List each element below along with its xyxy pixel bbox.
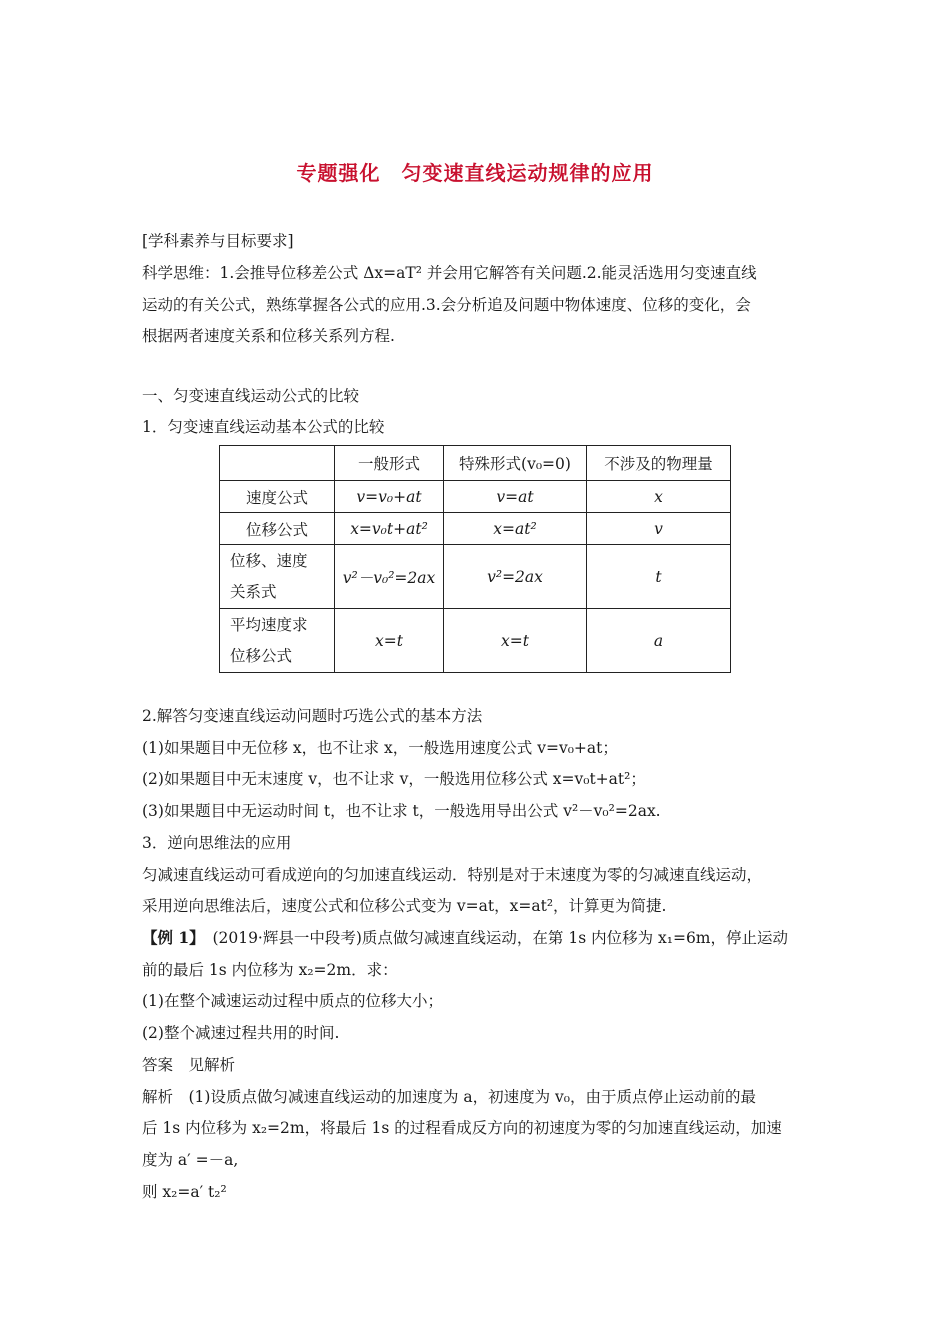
table-cell-special: v=at — [444, 481, 587, 513]
table-row-name: 速度公式 — [220, 481, 335, 513]
page-title: 专题强化 匀变速直线运动规律的应用 — [296, 161, 654, 185]
reverse-line-1: 匀减速直线运动可看成逆向的匀加速直线运动．特别是对于末速度为零的匀减速直线运动， — [142, 866, 763, 884]
analysis-line-2: 后 1s 内位移为 x₂=2m，将最后 1s 的过程看成反方向的初速度为零的匀加速直线运动，加速 — [142, 1119, 782, 1137]
objectives-line-3: 根据两者速度关系和位移关系列方程. — [142, 327, 395, 345]
table-row — [220, 481, 731, 513]
objectives-heading: [学科素养与目标要求] — [142, 232, 294, 250]
table-row-name-line-2: 关系式 — [230, 582, 277, 601]
method-item-2: (2)如果题目中无末速度 v，也不让求 v，一般选用位移公式 x=v₀t+at²； — [142, 770, 646, 788]
method-item-3: (3)如果题目中无运动时间 t，也不让求 t，一般选用导出公式 v²－v₀²=2ax. — [142, 802, 661, 820]
table-row-name — [220, 545, 335, 609]
table-cell-special: v²=2ax — [444, 545, 587, 609]
table-cell-general: x=v₀t+at² — [335, 513, 444, 545]
table-row — [220, 513, 731, 545]
example-answer: 答案 见解析 — [142, 1056, 236, 1074]
example-tag: 【例 1】 — [142, 928, 197, 947]
table-row-name-line-1: 位移、速度 — [230, 551, 308, 570]
table-header-cell — [220, 446, 335, 481]
table-cell-missing: x — [587, 481, 731, 513]
example-text: (2019·辉县一中段考)质点做匀减速直线运动，在第 1s 内位移为 x₁=6m，停止运动 — [196, 929, 789, 947]
example-question-1: (1)在整个减速运动过程中质点的位移大小； — [142, 992, 443, 1010]
table-cell-missing: a — [587, 609, 731, 673]
reverse-line-2: 采用逆向思维法后，速度公式和位移公式变为 v=at，x=at²，计算更为简捷. — [142, 897, 667, 915]
table-row-name-line-1: 平均速度求 — [230, 615, 308, 634]
table-cell-missing: v — [587, 513, 731, 545]
table-cell-general: v=v₀+at — [335, 481, 444, 513]
table-cell-general: v²－v₀²=2ax — [335, 545, 444, 609]
table-row — [220, 609, 731, 673]
formula-comparison-table — [219, 445, 731, 673]
example-line-2: 前的最后 1s 内位移为 x₂=2m．求： — [142, 961, 398, 979]
table-cell-missing: t — [587, 545, 731, 609]
table-cell-special: x=t — [444, 609, 587, 673]
table-cell-general: x=t — [335, 609, 444, 673]
table-row-name: 位移公式 — [220, 513, 335, 545]
method-heading: 2.解答匀变速直线运动问题时巧选公式的基本方法 — [142, 707, 483, 725]
example-question-2: (2)整个减速过程共用的时间. — [142, 1024, 340, 1042]
table-header-cell: 一般形式 — [335, 446, 444, 481]
table-header-cell: 不涉及的物理量 — [587, 446, 731, 481]
method-item-1: (1)如果题目中无位移 x，也不让求 x，一般选用速度公式 v=v₀+at； — [142, 739, 618, 757]
table-cell-special: x=at² — [444, 513, 587, 545]
subsection-heading-1: 1．匀变速直线运动基本公式的比较 — [142, 418, 385, 436]
table-row-name-line-2: 位移公式 — [230, 646, 293, 665]
table-header-row — [220, 446, 731, 481]
reverse-heading: 3．逆向思维法的应用 — [142, 834, 292, 852]
objectives-line-1: 科学思维：1.会推导位移差公式 Δx=aT² 并会用它解答有关问题.2.能灵活选用匀变速直线 — [142, 264, 757, 282]
table-header-cell: 特殊形式(v₀=0) — [444, 446, 587, 481]
table-row — [220, 545, 731, 609]
analysis-line-4: 则 x₂=a′ t₂² — [142, 1183, 227, 1201]
example-line-1 — [142, 927, 788, 949]
objectives-line-2: 运动的有关公式，熟练掌握各公式的应用.3.会分析追及问题中物体速度、位移的变化，会 — [142, 296, 751, 314]
analysis-line-1: 解析 (1)设质点做匀减速直线运动的加速度为 a，初速度为 v₀，由于质点停止运动前的最 — [142, 1088, 757, 1106]
section-heading: 一、匀变速直线运动公式的比较 — [142, 387, 360, 405]
analysis-line-3: 度为 a′ =－a, — [142, 1151, 239, 1169]
table-row-name — [220, 609, 335, 673]
